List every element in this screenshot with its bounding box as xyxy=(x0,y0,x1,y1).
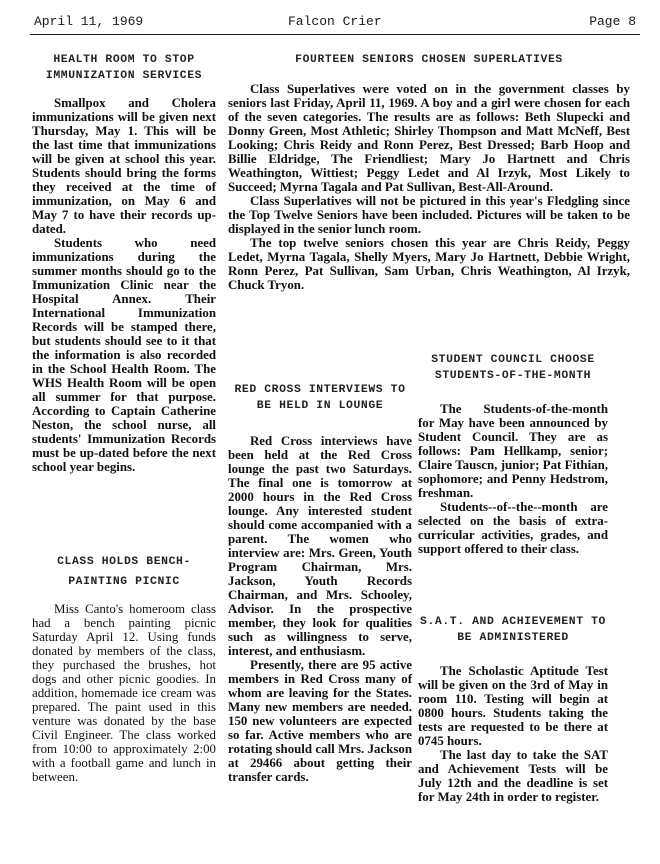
paragraph: Red Cross interviews have been held at the Red Cross lounge the past two Saturdays. The final one is tomorrow at 2000 hours in the Red Cross lounge. Any interested student should come accompanied with a parent. The women who interview are: Mrs. Green, Youth Program Chairman, Mrs. Jackson, Youth Records Chairman, and Mrs. Schooley, Advisor. In the prospective member, they look for qualities such as willingness to serve, interest, and enthusiasm. xyxy=(228,434,412,658)
story-student-council xyxy=(418,402,608,556)
paragraph: The last day to take the SAT and Achievement Tests will be July 12th and the deadline is set for May 24th in order to register. xyxy=(418,748,608,804)
newspaper-name: Falcon Crier xyxy=(288,14,382,29)
headline-superlatives: FOURTEEN SENIORS CHOSEN SUPERLATIVES xyxy=(295,54,563,66)
article-sat xyxy=(418,614,608,804)
page-number: Page 8 xyxy=(589,14,636,29)
story-sat xyxy=(418,664,608,804)
headline-student-council: STUDENT COUNCIL CHOOSE STUDENTS-OF-THE-MONTH xyxy=(431,354,595,382)
paragraph: Class Superlatives were voted on in the government classes by seniors last Friday, April 11, 1969. A boy and a girl were chosen for each of the seven categories. The results are as follows: Beth Slupecki and Donny Green, Most Athletic; Shirley Thompson and Matt McNeff, Best Looking; Chris Reidy and Ronn Perez, Best Dressed; Barb Hoop and Billie Eldridge, The Friendliest; Mary Jo Hartnett and Chris Weathington, Wittiest; Peggy Ledet and Al Irzyk, Most Likely to Succeed; Myrna Tagala and Pat Sullivan, Best-All-Around. xyxy=(228,82,630,194)
paragraph: The Students-of-the-month for May have been announced by Student Council. They are as follows: Pam Hellkamp, senior; Claire Tauscn, junior; Pat Fithian, sophomore; and Penny Hedstrom, freshman. xyxy=(418,402,608,500)
article-health-room xyxy=(32,52,216,474)
paragraph: Class Superlatives will not be pictured in this year's Fledgling since the Top Twelve Seniors have been included. Pictures will be taken to be displayed in the senior lunch room. xyxy=(228,194,630,236)
paragraph: Smallpox and Cholera immunizations will be given next Thursday, May 1. This will be the last time that immunizations will be given at school this year. Students should bring the forms they received at the time of immunization, on May 6 and May 7 to have their records up-dated. xyxy=(32,96,216,236)
article-superlatives xyxy=(228,52,630,292)
article-bench-painting xyxy=(32,552,216,784)
story-bench-painting xyxy=(32,602,216,784)
headline-bench-painting: CLASS HOLDS BENCH-PAINTING PICNIC xyxy=(57,556,191,588)
article-student-council xyxy=(418,352,608,556)
paragraph: Miss Canto's homeroom class had a bench painting picnic Saturday April 12. Using funds donated by members of the class, they purchased the brushes, hot dogs and other picnic goodies. In addition, homemade ice cream was prepared. The paint used in this venture was donated by the base Civil Engineer. The class worked from 10:00 to approximately 2:00 with a football game and lunch in between. xyxy=(32,602,216,784)
headline-sat: S.A.T. AND ACHIEVEMENT TO BE ADMINISTERED xyxy=(420,616,606,644)
paragraph: The top twelve seniors chosen this year are Chris Reidy, Peggy Ledet, Myrna Tagala, Shelly Myers, Mary Jo Hartnett, Debbie Wright, Ronn Perez, Pat Sullivan, Sam Urban, Chris Weathington, Al Irzyk, Chuck Tryon. xyxy=(228,236,630,292)
paragraph: The Scholastic Aptitude Test will be given on the 3rd of May in room 110. Testing will begin at 0800 hours. Students taking the tests are requested to be there at 0745 hours. xyxy=(418,664,608,748)
paragraph: Students who need immunizations during the summer months should go to the Immunization Clinic near the Hospital Annex. Their International Immunization Records will be stamped there, but students should see to it that the information is also recorded in the School Health Room. The WHS Health Room will be open all summer for that purpose. According to Captain Catherine Neston, the school nurse, all students' Immunization Records must be up-dated before the next school year begins. xyxy=(32,236,216,474)
paragraph: Presently, there are 95 active members in Red Cross many of whom are leaving for the States. Many new members are needed. 150 new volunteers are expected so far. Active members who are rotating should call Mrs. Jackson at 29466 about getting their transfer cards. xyxy=(228,658,412,784)
issue-date: April 11, 1969 xyxy=(34,14,144,29)
story-red-cross xyxy=(228,434,412,784)
headline-health-room: HEALTH ROOM TO STOP IMMUNIZATION SERVICES xyxy=(45,54,203,82)
paragraph: Students--of--the--month are selected on the basis of extra-curricular activities, grades, and support offered to their class. xyxy=(418,500,608,556)
headline-red-cross: RED CROSS INTERVIEWS TO BE HELD IN LOUNGE xyxy=(234,384,406,412)
article-red-cross xyxy=(228,382,412,784)
story-health-room xyxy=(32,96,216,474)
masthead xyxy=(30,12,640,35)
story-superlatives xyxy=(228,82,630,292)
